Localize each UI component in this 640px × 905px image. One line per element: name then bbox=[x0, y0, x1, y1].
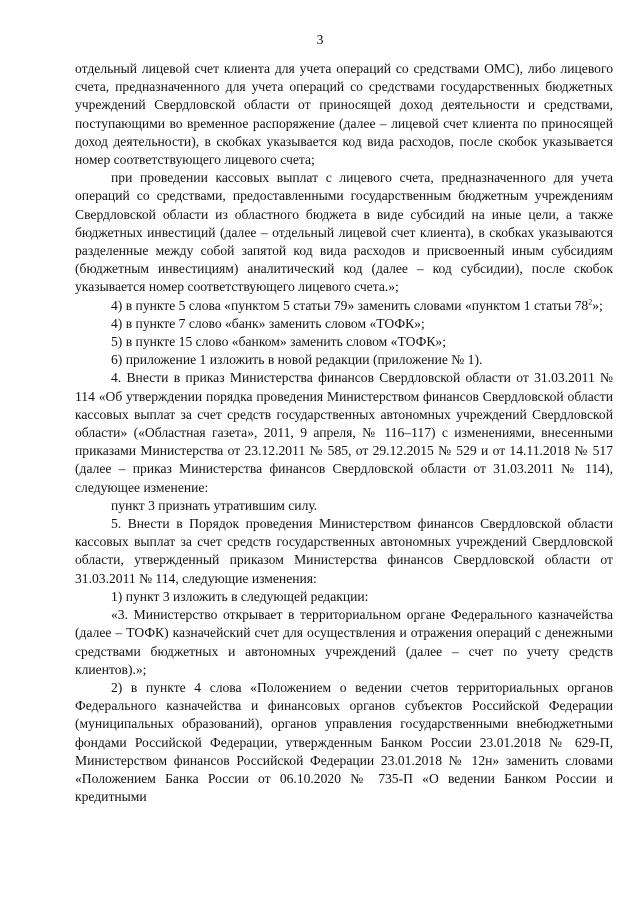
paragraph-section-4: 4. Внести в приказ Министерства финансов Свердловской области от 31.03.2011 № 114 «Об утверждении порядка проведения Министерством финансов Свердловской области кассовых выплат за счет средств государственных автономных учреждений Свердловской области» («Областная газета», 2011, 9 апреля, № 116–117) с изменениями, внесенными приказами Министерства от 23.12.2011 № 585, от 29.12.2015 № 529 и от 14.11.2018 № 517 (далее – приказ Министерства финансов Свердловской области от 31.03.2011 № 114), следующее изменение: bbox=[75, 370, 613, 495]
paragraph-item-4-point-5 bbox=[75, 297, 613, 315]
paragraph-continuation: отдельный лицевой счет клиента для учета операций со средствами ОМС), либо лицевого счета, предназначенного для учета операций со средствами государственных бюджетных учреждений Свердловской области от приносящей доход деятельности и средствами, поступающими во временное распоряжение (далее – лицевой счет клиента по приносящей доход деятельности), в скобках указывается код вида расходов, после скобок указывается номер соответствующего лицевого счета; bbox=[75, 61, 613, 168]
paragraph-separate-account: при проведении кассовых выплат с лицевого счета, предназначенного для учета операций со средствами, предоставленными государственным бюджетным учреждениям Свердловской области из областного бюджета в виде субсидий на иные цели, а также бюджетных инвестиций (далее – отдельный лицевой счет клиента), в скобках указываются разделенные между собой запятой код вида расходов и присвоенный иным субсидиям (бюджетным инвестициям) аналитический код (далее – код субсидии), после скобок указывается номер соответствующего лицевого счета.»; bbox=[75, 170, 613, 295]
paragraph-item-5: 5) в пункте 15 слово «банком» заменить словом «ТОФК»; bbox=[111, 334, 446, 350]
paragraph-item-4-point-7: 4) в пункте 7 слово «банк» заменить словом «ТОФК»; bbox=[111, 315, 425, 331]
item-text-before: 4) в пункте 5 слова «пунктом 5 статьи 79» заменить словами «пунктом 1 статьи 78 bbox=[111, 297, 589, 313]
page-number: 3 bbox=[316, 32, 324, 47]
paragraph-section-5: 5. Внести в Порядок проведения Министерством финансов Свердловской области кассовых выплат за счет средств государственных автономных учреждений Свердловской области, утвержденный приказом Министерства финансов Свердловской области от 31.03.2011 № 114, следующие изменения: bbox=[75, 516, 613, 586]
item-text-after: »; bbox=[592, 297, 603, 313]
paragraph-item-6: 6) приложение 1 изложить в новой редакции (приложение № 1). bbox=[111, 352, 483, 368]
document-body bbox=[75, 60, 613, 806]
paragraph-point-3-void: пункт 3 признать утратившим силу. bbox=[111, 497, 318, 513]
paragraph-item-1: 1) пункт 3 изложить в следующей редакции: bbox=[111, 588, 369, 604]
paragraph-item-2: 2) в пункте 4 слова «Положением о ведении счетов территориальных органов Федерального казначейства и финансовых органов субъектов Российской Федерации (муниципальных образований), органов управления государственными внебюджетными фондами Российской Федерации, утвержденным Банком России 23.01.2018 № 629-П, Министерством финансов Российской Федерации 23.01.2018 № 12н» заменить словами «Положением Банка России от 06.10.2020 № 735-П «О ведении Банком России и кредитными bbox=[75, 679, 613, 805]
superscript: 2 bbox=[588, 297, 593, 307]
paragraph-quote-3: «3. Министерство открывает в территориальном органе Федерального казначейства (далее – ТОФК) казначейский счет для осуществления и отражения операций с денежными средствами бюджетных и автономных учреждений (далее – счет по учету средств клиентов).»; bbox=[75, 607, 613, 677]
